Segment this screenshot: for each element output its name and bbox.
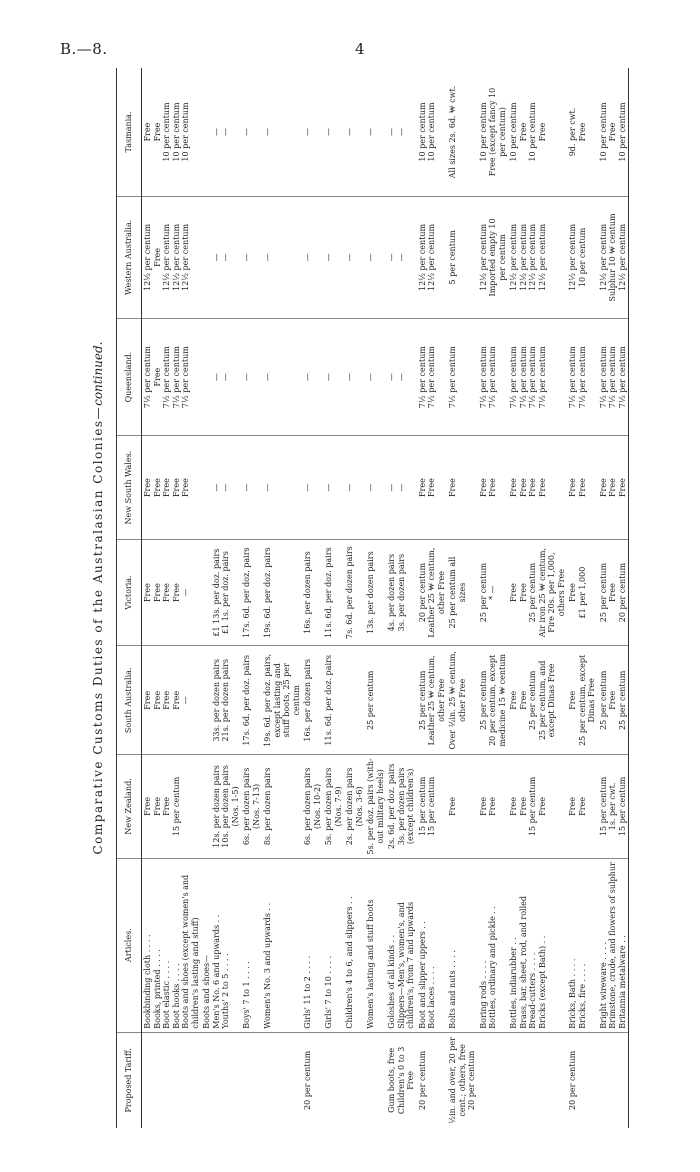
cell-proposed-tariff: 20 per centum (568, 1050, 577, 1110)
table-row (302, 68, 323, 1128)
table-row (323, 68, 344, 1128)
cell-new-south-wales: Free Free (567, 436, 598, 539)
table-body (142, 68, 629, 1128)
cell-articles: Bright wireware . . . . Brimstone, crude, and flowers of sulphur Britannia metalware . . (598, 858, 629, 1032)
cell-victoria: 19s. 6d. per doz. pairs (262, 539, 302, 646)
table-row (508, 68, 567, 1128)
table-row (142, 68, 202, 1128)
cell-articles: Bolts and nuts . . . . (447, 858, 478, 1032)
cell-tasmania: 9d. per cwt. Free (567, 68, 598, 196)
cell-south-australia: 25 per centum (365, 646, 386, 755)
cell-tasmania: 10 per centum Free 10 per centum (598, 68, 629, 196)
cell-western-australia: 5 per centum (447, 196, 478, 318)
cell-proposed-tariff (262, 1032, 302, 1128)
cell-queensland: 7½ per centum 7½ per centum 7½ per centum 7½ per centum (508, 318, 567, 436)
cell-tasmania: — — (201, 68, 241, 196)
column-header-articles: Articles. (117, 858, 142, 1032)
column-header-proposed-tariff: Proposed Tariff. (117, 1032, 142, 1128)
table-row (344, 68, 365, 1128)
cell-new-zealand: 2s. 6d. per doz. pairs 3s. per dozen pairs (except children's) (386, 755, 417, 858)
cell-south-australia (386, 646, 417, 755)
cell-proposed-tariff: 20 per centum (417, 1050, 427, 1110)
cell-south-australia: 19s. 6d. per doz. pairs, except lasting and stuff boots, 25 per centum (262, 646, 302, 755)
cell-queensland: — — (201, 318, 241, 436)
duties-table (116, 68, 629, 1128)
cell-tasmania: — (241, 68, 262, 196)
cell-queensland: — — (386, 318, 417, 436)
cell-south-australia: 25 per centum Leather 25 ₩ centum, other Free (417, 646, 448, 755)
table-row (365, 68, 386, 1128)
column-header-new-south-wales: New South Wales. (117, 436, 142, 539)
cell-victoria: 11s. 6d. per doz. pairs (323, 539, 344, 646)
cell-proposed-tariff: ½in. and over, 20 per cent.; others, free 20 per centum (448, 1037, 476, 1124)
cell-new-south-wales: Free Free (478, 436, 509, 539)
cell-victoria: 13s. per dozen pairs (365, 539, 386, 646)
cell-new-south-wales: — (241, 436, 262, 539)
cell-victoria: 25 per centum Free 20 per centum (598, 539, 629, 646)
cell-western-australia: — (344, 196, 365, 318)
cell-queensland: 7½ per centum 7½ per centum (417, 318, 448, 436)
cell-victoria: 7s. 6d. per dozen pairs (344, 539, 365, 646)
cell-articles: Goloshes of all kinds . . Slippers—Men's, women's, and children's, from 7 and upwards (386, 858, 417, 1032)
cell-new-south-wales: — (302, 436, 323, 539)
document-reference: B.—8. (60, 40, 108, 58)
table-row (201, 68, 241, 1128)
cell-articles: Women's lasting and stuff boots (365, 858, 386, 1032)
cell-new-south-wales: — (365, 436, 386, 539)
cell-victoria: 25 per centum all sizes (447, 539, 478, 646)
table-row (598, 68, 629, 1128)
cell-south-australia: Over ½in. 25 ₩ centum, other Free (447, 646, 478, 755)
cell-queensland: 7½ per centum 7½ per centum 7½ per centum (598, 318, 629, 436)
cell-south-australia: 11s. 6d. per doz. pairs (323, 646, 344, 755)
cell-new-zealand: 2s. per dozen pairs (Nos. 3-6) (344, 755, 365, 858)
cell-tasmania: Free Free 10 per centum 10 per centum 10 per centum (142, 68, 202, 196)
cell-articles: Women's No. 3 and upwards . . (262, 858, 302, 1032)
cell-victoria: Free Free 25 per centum Air iron 25 ₩ centum, Fire 20s. per 1,000, others Free (508, 539, 567, 646)
cell-south-australia: 16s. per dozen pairs (302, 646, 323, 755)
cell-tasmania: 10 per centum Free 10 per centum Free (508, 68, 567, 196)
cell-tasmania: 10 per centum Free (except fancy 10 per centum) (478, 68, 509, 196)
cell-articles: Girls' 11 to 2 . . . . (302, 858, 323, 1032)
table-title (91, 68, 108, 1128)
cell-new-zealand: 5s. per dozen pairs (Nos. 7-9) (323, 755, 344, 858)
cell-queensland: 7½ per centum 7½ per centum (478, 318, 509, 436)
cell-new-zealand: 5s. per doz. pairs (with- out military heels) (365, 755, 386, 858)
cell-queensland: — (302, 318, 323, 436)
cell-south-australia: Free 25 per centum, except Dinas Free (567, 646, 598, 755)
table-row (386, 68, 417, 1128)
cell-tasmania: 10 per centum 10 per centum (417, 68, 448, 196)
cell-proposed-tariff (598, 1032, 629, 1128)
cell-new-south-wales: — (262, 436, 302, 539)
cell-tasmania: All sizes 2s. 6d. ₩ cwt. (447, 68, 478, 196)
cell-south-australia (344, 646, 365, 755)
cell-articles: Boys' 7 to 1 . . . . (241, 858, 262, 1032)
cell-western-australia: — (241, 196, 262, 318)
cell-new-zealand: 15 per centum 15 per centum (417, 755, 448, 858)
cell-tasmania: — (323, 68, 344, 196)
page-number: 4 (355, 40, 365, 58)
table-row (241, 68, 262, 1128)
column-header-tasmania: Tasmania. (117, 68, 142, 196)
cell-new-zealand: 8s. per dozen pairs (262, 755, 302, 858)
cell-articles: Children's 4 to 6, and slippers . . (344, 858, 365, 1032)
cell-proposed-tariff (241, 1032, 262, 1128)
cell-western-australia: — (262, 196, 302, 318)
cell-proposed-tariff (344, 1032, 365, 1128)
cell-proposed-tariff (508, 1032, 567, 1128)
cell-new-south-wales: Free Free Free Free (508, 436, 567, 539)
cell-queensland: — (241, 318, 262, 436)
cell-new-south-wales: — — (386, 436, 417, 539)
cell-articles: Girls' 7 to 10 . . . . (323, 858, 344, 1032)
cell-new-zealand: Free (447, 755, 478, 858)
cell-queensland: — (365, 318, 386, 436)
cell-victoria: 25 per centum * — (478, 539, 509, 646)
cell-south-australia: 33s. per dozen pairs 21s. per dozen pairs (201, 646, 241, 755)
cell-new-south-wales: Free Free Free (598, 436, 629, 539)
cell-articles: Bookbinding cloth . . . . Books, printed . . . . Boot elastic . . . . Boot hooks . . . . Boots and shoes (except women's and children's lasting and stuff) (142, 858, 202, 1032)
cell-proposed-tariff: Gum boots, free Children's 0 to 3 Free (387, 1046, 415, 1115)
cell-proposed-tariff (365, 1032, 386, 1128)
cell-articles: Bricks, Bath . . . . Bricks, fire . . . . (567, 858, 598, 1032)
column-header-queensland: Queensland. (117, 318, 142, 436)
cell-new-zealand: 6s. per dozen pairs (Nos. 10-2) (302, 755, 323, 858)
cell-new-south-wales: Free (447, 436, 478, 539)
table-row (478, 68, 509, 1128)
rotated-table-page (88, 68, 688, 1128)
cell-south-australia: 25 per centum 20 per centum, except medicine 15 ₩ centum (478, 646, 509, 755)
table-row (417, 68, 448, 1128)
cell-articles: Boot and slipper uppers . . Boot laces . . . . (417, 858, 448, 1032)
column-header-victoria: Victoria. (117, 539, 142, 646)
cell-new-south-wales: — — (201, 436, 241, 539)
cell-proposed-tariff (323, 1032, 344, 1128)
cell-south-australia: Free Free 25 per centum 25 per centum, and except Dinas Free (508, 646, 567, 755)
cell-south-australia: 17s. 6d. per doz. pairs (241, 646, 262, 755)
cell-new-south-wales: — (344, 436, 365, 539)
header-row (117, 68, 142, 1128)
cell-tasmania: — (344, 68, 365, 196)
cell-victoria: 4s. per dozen pairs 3s. per dozen pairs (386, 539, 417, 646)
cell-western-australia: 12½ per centum Free 12½ per centum 12½ per centum 12½ per centum (142, 196, 202, 318)
cell-western-australia: — — (386, 196, 417, 318)
column-header-south-australia: South Australia. (117, 646, 142, 755)
cell-proposed-tariff: 20 per centum (303, 1050, 312, 1110)
cell-western-australia: 12½ per centum 12½ per centum 12½ per centum 12½ per centum (508, 196, 567, 318)
cell-articles: Boots and shoes— Men's No. 6 and upwards . . Youths' 2 to 5 . . . . (201, 858, 241, 1032)
cell-western-australia: — — (201, 196, 241, 318)
cell-new-zealand: 15 per centum 1s. per cwt. 15 per centum (598, 755, 629, 858)
column-header-new-zealand: New Zealand. (117, 755, 142, 858)
cell-western-australia: 12½ per centum Sulphur 10 ₩ centum 12½ per centum (598, 196, 629, 318)
cell-new-zealand: 12s. per dozen pairs 10s. per dozen pairs (Nos. 1-5) (201, 755, 241, 858)
cell-articles: Boring rods . . . . Bottles, ordinary and pickle . . (478, 858, 509, 1032)
cell-queensland: 7½ per centum (447, 318, 478, 436)
cell-proposed-tariff (478, 1032, 509, 1128)
cell-south-australia: 25 per centum Free 25 per centum (598, 646, 629, 755)
cell-victoria: Free Free Free Free — (142, 539, 202, 646)
cell-queensland: — (262, 318, 302, 436)
table-title-continued: continued. (91, 341, 105, 406)
cell-articles: Bottles, indiarubber . . Brass, bar, sheet, rod, and rolled Bread-cutters . . . . Bricks (except Bath) . . (508, 858, 567, 1032)
cell-new-zealand: 6s. per dozen pairs (Nos. 7-13) (241, 755, 262, 858)
cell-proposed-tariff (142, 1032, 202, 1128)
cell-queensland: 7½ per centum 7½ per centum (567, 318, 598, 436)
cell-queensland: — (323, 318, 344, 436)
cell-new-zealand: Free Free 15 per centum Free (508, 755, 567, 858)
cell-western-australia: 12½ per centum Imported empty 10 per centum (478, 196, 509, 318)
cell-tasmania: — (302, 68, 323, 196)
cell-proposed-tariff (201, 1032, 241, 1128)
cell-victoria: 20 per centum Leather 25 ₩ centum, other Free (417, 539, 448, 646)
cell-western-australia: — (365, 196, 386, 318)
table-row (567, 68, 598, 1128)
column-header-western-australia: Western Australia. (117, 196, 142, 318)
cell-queensland: — (344, 318, 365, 436)
cell-new-zealand: Free Free Free 15 per centum (142, 755, 202, 858)
cell-tasmania: — (365, 68, 386, 196)
cell-victoria: £1 13s. per doz. pairs £1 1s. per doz. pairs (201, 539, 241, 646)
cell-western-australia: 12½ per centum 12½ per centum (417, 196, 448, 318)
cell-victoria: Free £1 per 1,000 (567, 539, 598, 646)
cell-tasmania: — (262, 68, 302, 196)
cell-new-south-wales: Free Free Free Free Free (142, 436, 202, 539)
cell-victoria: 17s. 6d. per doz. pairs (241, 539, 262, 646)
cell-new-zealand: Free Free (567, 755, 598, 858)
table-row (262, 68, 302, 1128)
cell-western-australia: 12½ per centum 10 per centum (567, 196, 598, 318)
cell-new-zealand: Free Free (478, 755, 509, 858)
cell-queensland: 7½ per centum Free 7½ per centum 7½ per centum 7½ per centum (142, 318, 202, 436)
cell-new-south-wales: — (323, 436, 344, 539)
table-row (447, 68, 478, 1128)
cell-new-south-wales: Free Free (417, 436, 448, 539)
table-title-text: Comparative Customs Duties of the Australasian Colonies— (91, 405, 105, 855)
cell-victoria: 16s. per dozen pairs (302, 539, 323, 646)
cell-western-australia: — (302, 196, 323, 318)
cell-tasmania: — — (386, 68, 417, 196)
cell-western-australia: — (323, 196, 344, 318)
cell-south-australia: Free Free Free Free — (142, 646, 202, 755)
